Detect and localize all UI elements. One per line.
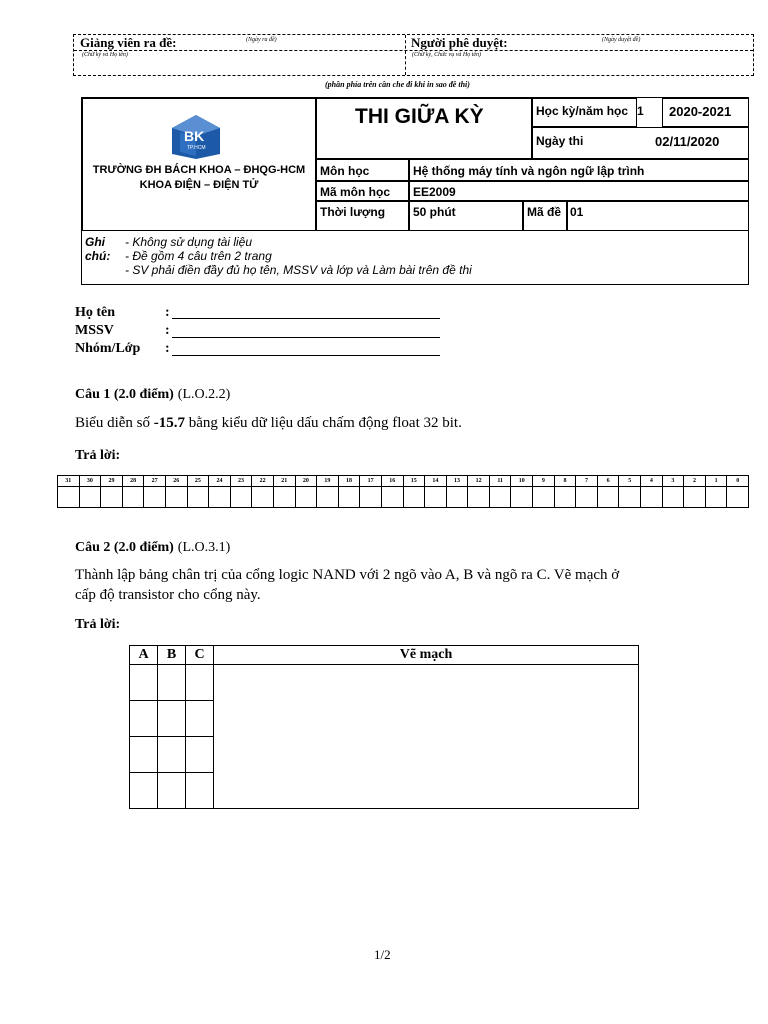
bit-answer-cell[interactable] [273, 487, 295, 508]
q1-lo: (L.O.2.2) [177, 387, 231, 402]
truth-row [130, 665, 639, 701]
year-value: 2020-2021 [669, 104, 732, 119]
col-c-header: C [186, 646, 214, 665]
school-block [82, 98, 316, 231]
col-draw-header: Vẽ mạch [214, 646, 639, 665]
lecturer-sign-hint: (Chữ ký và Họ tên) [82, 52, 128, 58]
subject-value-cell [409, 159, 749, 181]
bit-index-cell: 19 [317, 476, 339, 487]
cell-a[interactable] [130, 665, 158, 701]
date-cell [532, 127, 749, 159]
semester-value: 1 [637, 104, 644, 118]
lecturer-label: Giảng viên ra đề: [80, 35, 177, 50]
bit-answer-cell[interactable] [187, 487, 209, 508]
exam-code-label-cell [523, 201, 567, 231]
date-label: Ngày thi [536, 134, 584, 148]
date-value: 02/11/2020 [655, 134, 720, 149]
q1-heading [75, 385, 230, 403]
q2-lo: (L.O.3.1) [177, 540, 231, 555]
cell-a[interactable] [130, 773, 158, 809]
bit-index-cell: 3 [662, 476, 684, 487]
id-colon: : [165, 323, 170, 338]
bit-index-cell: 27 [144, 476, 166, 487]
cell-b[interactable] [158, 665, 186, 701]
bit-answer-cell[interactable] [101, 487, 123, 508]
exam-title-cell [316, 98, 532, 159]
bit-index-cell: 9 [533, 476, 555, 487]
subject-label-cell [316, 159, 409, 181]
logo-text: BK [184, 128, 205, 144]
name-colon: : [165, 305, 170, 320]
q2-title: Câu 2 (2.0 điểm) [75, 540, 174, 555]
note-label-2: chú: [85, 249, 111, 263]
bit-index-cell: 12 [468, 476, 490, 487]
cell-a[interactable] [130, 701, 158, 737]
bit-index-cell: 11 [489, 476, 511, 487]
bit-answer-cell[interactable] [209, 487, 231, 508]
lecturer-date-hint: (Ngày ra đề) [246, 37, 277, 43]
note-label-1: Ghi [85, 235, 105, 249]
draw-area[interactable] [214, 665, 639, 809]
bit-index-row [58, 476, 749, 487]
class-label: Nhóm/Lớp [75, 341, 141, 356]
bit-answer-cell[interactable] [317, 487, 339, 508]
q1-text [75, 415, 462, 432]
cell-c[interactable] [186, 737, 214, 773]
bit-answer-cell[interactable] [576, 487, 598, 508]
bit-answer-cell[interactable] [252, 487, 274, 508]
bit-answer-cell[interactable] [295, 487, 317, 508]
q1-answer-label: Trả lời: [75, 448, 121, 463]
bit-index-cell: 15 [403, 476, 425, 487]
bit-index-cell: 21 [273, 476, 295, 487]
note-1: - Không sử dụng tài liệu [125, 235, 253, 249]
subject-label: Môn học [320, 164, 370, 178]
bit-index-cell: 31 [58, 476, 80, 487]
exam-code-label: Mã đề [527, 205, 562, 219]
truth-header-row [130, 646, 639, 665]
col-b-header: B [158, 646, 186, 665]
semester-label-cell [532, 98, 644, 127]
bit-index-cell: 1 [705, 476, 727, 487]
bit-index-cell: 23 [230, 476, 252, 487]
id-label: MSSV [75, 323, 114, 338]
note-3: - SV phải điền đầy đủ họ tên, MSSV và lớp và Làm bài trên đề thi [125, 263, 472, 277]
class-field[interactable] [172, 343, 440, 356]
bit-answer-cell[interactable] [122, 487, 144, 508]
bit-answer-cell[interactable] [533, 487, 555, 508]
bit-table [57, 475, 749, 508]
bit-index-cell: 0 [727, 476, 749, 487]
col-a-header: A [130, 646, 158, 665]
bit-answer-cell[interactable] [230, 487, 252, 508]
bit-answer-cell[interactable] [425, 487, 447, 508]
cell-b[interactable] [158, 701, 186, 737]
bit-answer-cell[interactable] [489, 487, 511, 508]
bit-answer-cell[interactable] [597, 487, 619, 508]
duration-value: 50 phút [413, 205, 456, 219]
bit-index-cell: 29 [101, 476, 123, 487]
q2-text-line1: Thành lập bảng chân trị của cổng logic NAND với 2 ngõ vào A, B và ngõ ra C. Vẽ mạch ở [75, 567, 620, 583]
bit-index-cell: 17 [360, 476, 382, 487]
bit-answer-cell[interactable] [144, 487, 166, 508]
bit-index-cell: 25 [187, 476, 209, 487]
bit-index-cell: 5 [619, 476, 641, 487]
exam-title: THI GIỮA KỲ [355, 105, 484, 128]
q1-number: -15.7 [153, 415, 185, 431]
exam-code-value: 01 [570, 205, 584, 219]
bit-index-cell: 4 [641, 476, 663, 487]
bit-answer-cell[interactable] [58, 487, 80, 508]
bit-answer-cell[interactable] [338, 487, 360, 508]
year-cell [662, 98, 749, 127]
bit-index-cell: 24 [209, 476, 231, 487]
cell-c[interactable] [186, 773, 214, 809]
notes-block [82, 231, 748, 284]
approver-sign-hint: (Chữ ký, Chức vụ và Họ tên) [412, 52, 482, 58]
exam-header [81, 97, 749, 285]
school-name: TRƯỜNG ĐH BÁCH KHOA – ĐHQG-HCM [92, 164, 306, 176]
approval-box [73, 34, 754, 76]
bit-index-cell: 16 [381, 476, 403, 487]
bit-index-cell: 6 [597, 476, 619, 487]
bit-index-cell: 18 [338, 476, 360, 487]
truth-table [129, 645, 639, 809]
bit-answer-cell[interactable] [705, 487, 727, 508]
duration-value-cell [409, 201, 523, 231]
code-label: Mã môn học [320, 185, 391, 199]
code-value-cell [409, 181, 749, 201]
bit-answer-cell[interactable] [554, 487, 576, 508]
id-field[interactable] [172, 325, 440, 338]
bit-answer-cell[interactable] [641, 487, 663, 508]
name-label: Họ tên [75, 305, 116, 320]
bit-answer-cell[interactable] [468, 487, 490, 508]
bit-index-cell: 26 [165, 476, 187, 487]
note-2: - Đề gồm 4 câu trên 2 trang [125, 249, 272, 263]
q1-text-after: bằng kiểu dữ liệu dấu chấm động float 32 bit. [185, 415, 462, 431]
bit-index-cell: 7 [576, 476, 598, 487]
q2-heading [75, 538, 230, 556]
bit-index-cell: 8 [554, 476, 576, 487]
q2-text-line2: cấp độ transistor cho cổng này. [75, 587, 261, 603]
approver-date-hint: (Ngày duyệt đề) [602, 37, 641, 43]
semester-label: Học kỳ/năm học [536, 104, 629, 118]
cell-b[interactable] [158, 737, 186, 773]
bit-index-cell: 10 [511, 476, 533, 487]
bit-index-cell: 13 [446, 476, 468, 487]
bit-answer-cell[interactable] [684, 487, 706, 508]
bit-index-cell: 30 [79, 476, 101, 487]
bit-index-cell: 22 [252, 476, 274, 487]
bit-answer-cell[interactable] [619, 487, 641, 508]
bit-answer-cell[interactable] [79, 487, 101, 508]
bit-answer-cell[interactable] [165, 487, 187, 508]
bit-answer-cell[interactable] [727, 487, 749, 508]
name-field[interactable] [172, 306, 440, 319]
school-logo [170, 114, 222, 160]
page-number: 1/2 [374, 947, 391, 962]
class-colon: : [165, 341, 170, 356]
bit-answer-cell[interactable] [446, 487, 468, 508]
bit-answer-cell[interactable] [511, 487, 533, 508]
subject-value: Hệ thống máy tính và ngôn ngữ lập trình [413, 164, 645, 178]
bit-index-cell: 28 [122, 476, 144, 487]
cell-c[interactable] [186, 701, 214, 737]
bit-answer-cell[interactable] [360, 487, 382, 508]
bit-index-cell: 2 [684, 476, 706, 487]
approver-label: Người phê duyệt: [411, 35, 508, 50]
bit-answer-cell[interactable] [403, 487, 425, 508]
code-value: EE2009 [413, 185, 456, 199]
q1-text-before: Biểu diễn số [75, 415, 154, 431]
bit-answer-row [58, 487, 749, 508]
code-label-cell [316, 181, 409, 201]
faculty-name: KHOA ĐIỆN – ĐIỆN TỬ [139, 179, 259, 191]
duration-label-cell [316, 201, 409, 231]
bit-index-cell: 14 [425, 476, 447, 487]
q2-answer-label: Trả lời: [75, 617, 121, 632]
bit-index-cell: 20 [295, 476, 317, 487]
q1-title: Câu 1 (2.0 điểm) [75, 387, 174, 402]
bit-answer-cell[interactable] [662, 487, 684, 508]
cell-b[interactable] [158, 773, 186, 809]
cell-a[interactable] [130, 737, 158, 773]
cell-c[interactable] [186, 665, 214, 701]
duration-label: Thời lượng [320, 205, 386, 219]
bit-answer-cell[interactable] [381, 487, 403, 508]
cut-note: (phần phía trên cần che đi khi in sao đề thi) [325, 80, 470, 89]
approval-divider [405, 35, 406, 75]
exam-code-value-cell [567, 201, 749, 231]
logo-sub: TP.HCM [187, 145, 206, 151]
